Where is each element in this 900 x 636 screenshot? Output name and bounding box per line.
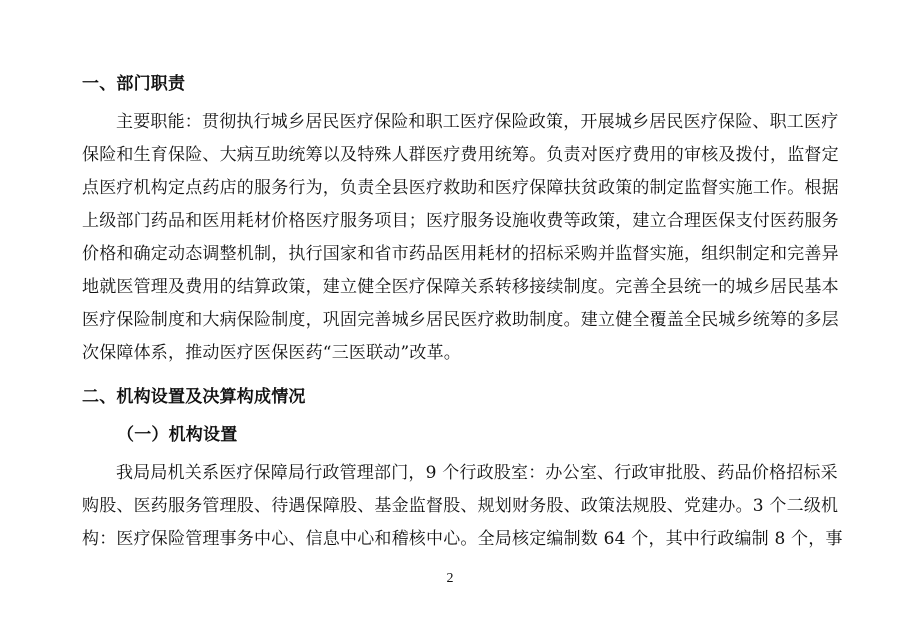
paragraph-line: 地就医管理及费用的结算政策，建立健全医疗保障关系转移接续制度。完善全县统一的城乡居民基本 (82, 277, 839, 297)
paragraph-line: 主要职能：贯彻执行城乡居民医疗保险和职工医疗保险政策，开展城乡居民医疗保险、职工医疗 (116, 112, 839, 132)
paragraph-line: 医疗保险制度和大病保险制度，巩固完善城乡居民医疗救助制度。建立健全覆盖全民城乡统筹的多层 (82, 310, 839, 330)
paragraph-line: 次保障体系，推动医疗医保医药“三医联动”改革。 (82, 343, 461, 363)
section-heading-department-duties: 一、部门职责 (82, 74, 186, 94)
paragraph-line: 构：医疗保险管理事务中心、信息中心和稽核中心。全局核定编制数 64 个，其中行政编制 8 个，事 (82, 529, 843, 549)
paragraph-line: 价格和确定动态调整机制，执行国家和省市药品医用耗材的招标采购并监督实施，组织制定和完善异 (82, 244, 839, 264)
paragraph-line: 上级部门药品和医用耗材价格医疗服务项目；医疗服务设施收费等政策，建立合理医保支付医药服务 (82, 211, 839, 231)
paragraph-line: 保险和生育保险、大病互助统筹以及特殊人群医疗费用统筹。负责对医疗费用的审核及拨付，监督定 (82, 145, 839, 165)
paragraph-line: 购股、医药服务管理股、待遇保障股、基金监督股、规划财务股、政策法规股、党建办。3 个二级机 (82, 496, 839, 516)
section-heading-organization: 二、机构设置及决算构成情况 (82, 387, 306, 407)
paragraph-line: 我局局机关系医疗保障局行政管理部门，9 个行政股室：办公室、行政审批股、药品价格招标采 (116, 463, 838, 483)
paragraph-line: 点医疗机构定点药店的服务行为，负责全县医疗救助和医疗保障扶贫政策的制定监督实施工作。根据 (82, 178, 839, 198)
page-number: 2 (446, 571, 454, 586)
subsection-heading-organization-setup: （一）机构设置 (117, 425, 238, 445)
